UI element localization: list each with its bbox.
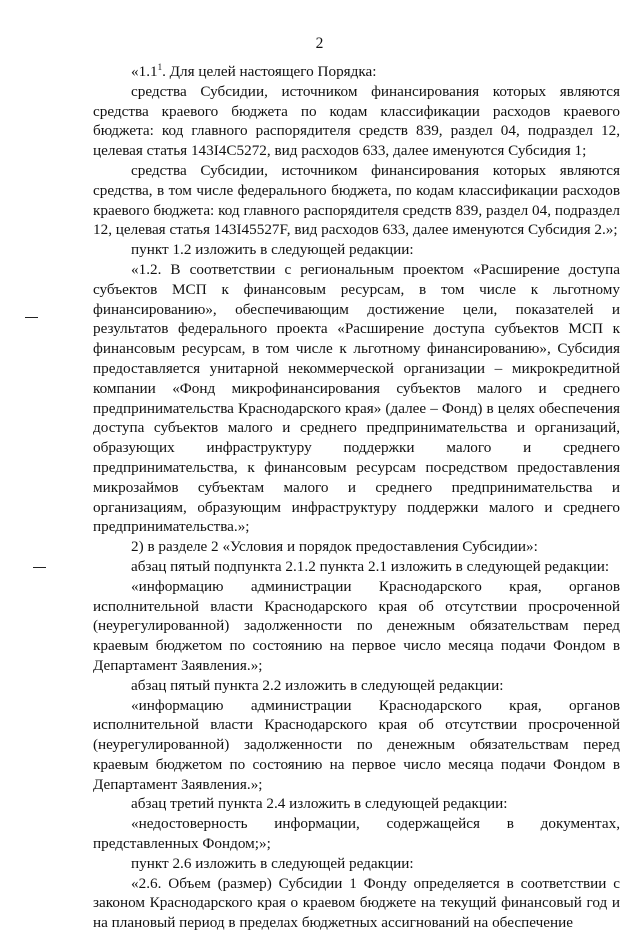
paragraph: абзац третий пункта 2.4 изложить в следующей редакции: xyxy=(131,795,508,813)
paragraph: «информацию администрации Краснодарского края, органов исполнительной власти Краснодарского края об отсутствии просроченной (неурегулированной) задолженности по денежным обязательствам перед краевым бюджетом по состоянию на первое число месяца подачи Фондом в Департамент Заявления.»; xyxy=(93,696,620,793)
paragraph: абзац пятый подпункта 2.1.2 пункта 2.1 изложить в следующей редакции: xyxy=(131,557,610,575)
margin-mark xyxy=(33,567,46,568)
paragraph: пункт 1.2 изложить в следующей редакции: xyxy=(131,241,414,259)
paragraph: средства Субсидии, источником финансирования которых являются средства краевого бюджета по кодам классификации расходов краевого бюджета: код главного распорядителя средств 839, раздел 04, подраздел 12, целевая статья 143I4C5272, вид расходов 633, далее именуются Субсидия 1; xyxy=(93,82,620,160)
paragraph: 2) в разделе 2 «Условия и порядок предоставления Субсидии»: xyxy=(131,538,538,556)
superscript: 1 xyxy=(157,61,163,72)
paragraph: средства Субсидии, источником финансирования которых являются средства, в том числе федерального бюджета, по кодам классификации расходов краевого бюджета: код главного распорядителя средств 839, раздел 04, подраздел 12, целевая статья 143I45527F, вид расходов 633, далее именуются Субсидия 2.»; xyxy=(93,161,620,239)
paragraph: «1.2. В соответствии с региональным проектом «Расширение доступа субъектов МСП к финансовым ресурсам, в том числе к льготному финансированию», обеспечивающим достижение цели, показателей и результатов федерального проекта «Расширение доступа субъектов МСП к финансовым ресурсам, в том числе к льготному финансированию», Субсидия предоставляется унитарной некоммерческой организации – микрокредитной компании «Фонд микрофинансирования субъектов малого и среднего предпринимательства Краснодарского края» (далее – Фонд) в целях обеспечения доступа субъектов малого и среднего предпринимательства и организаций, образующих инфраструктуру поддержки малого и среднего предпринимательства, к финансовым ресурсам посредством предоставления микрозаймов субъектам малого и среднего предпринимательства и организациям, образующим инфраструктуру поддержки малого и среднего предпринимательства.»; xyxy=(93,260,620,536)
page-number: 2 xyxy=(315,35,324,52)
paragraph: пункт 2.6 изложить в следующей редакции: xyxy=(131,854,414,872)
paragraph: «недостоверность информации, содержащейся в документах, представленных Фондом;»; xyxy=(93,815,620,853)
paragraph-1-1: «$1.1^1$. Для целей настоящего Порядка: xyxy=(131,61,377,80)
document-body xyxy=(93,62,620,933)
paragraph: «2.6. Объем (размер) Субсидии 1 Фонду определяется в соответствии с законом Краснодарского края о краевом бюджете на текущий финансовый год и на плановый период в пределах бюджетных ассигнований на обеспечение xyxy=(93,874,620,932)
paragraph: «информацию администрации Краснодарского края, органов исполнительной власти Краснодарского края об отсутствии просроченной (неурегулированной) задолженности по денежным обязательствам перед краевым бюджетом по состоянию на первое число месяца подачи Фондом в Департамент Заявления.»; xyxy=(93,577,620,674)
margin-mark xyxy=(25,317,38,318)
paragraph: абзац пятый пункта 2.2 изложить в следующей редакции: xyxy=(131,676,504,694)
